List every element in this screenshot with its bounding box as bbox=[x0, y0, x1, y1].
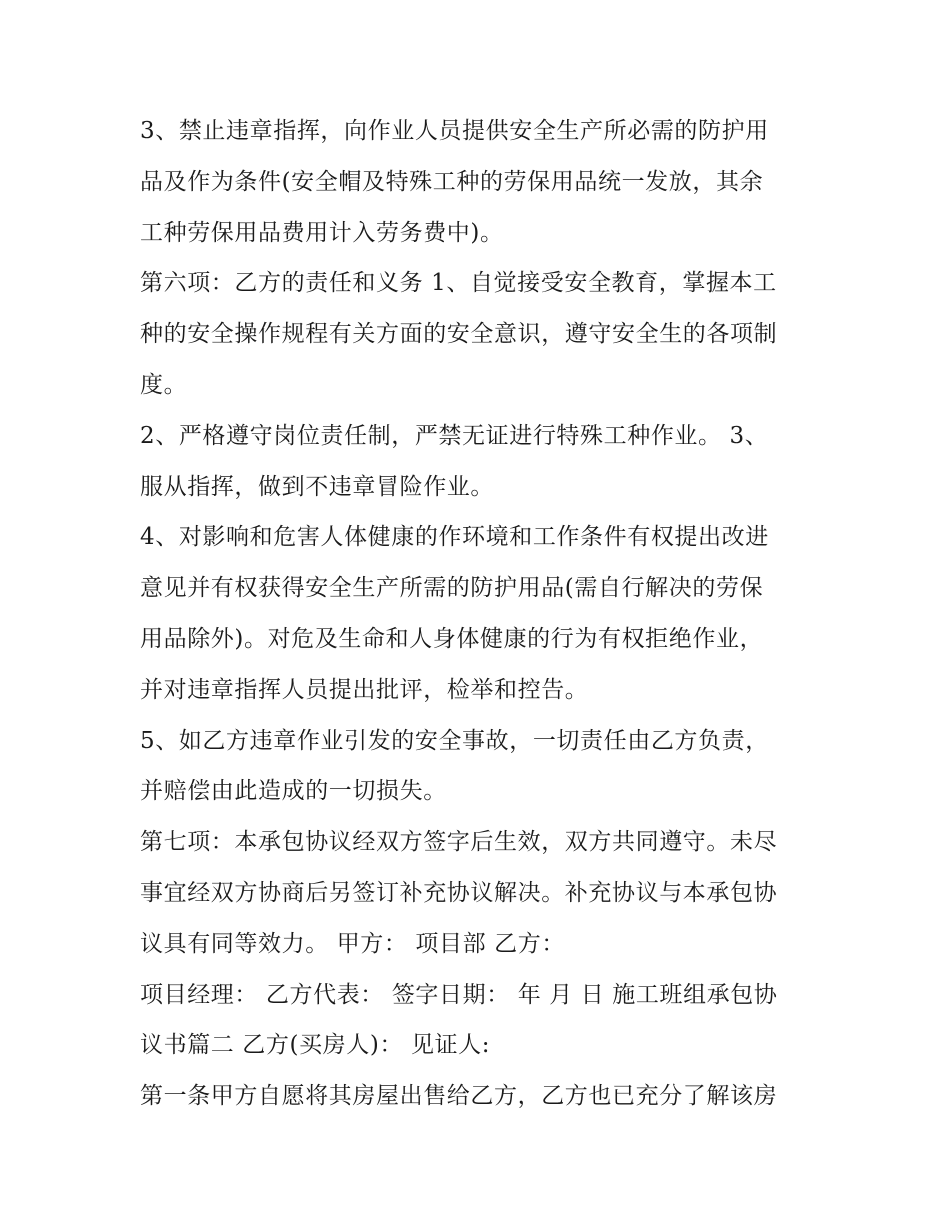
paragraph-clause-5 bbox=[140, 716, 820, 818]
document-body bbox=[140, 106, 820, 1122]
text-line: 工种劳保用品费用计入劳务费中)。 bbox=[140, 219, 504, 246]
text-line: 度。 bbox=[140, 371, 188, 398]
text-line: 并对违章指挥人员提出批评，检举和控告。 bbox=[140, 676, 589, 703]
text-line: 意见并有权获得安全生产所需的防护用品(需自行解决的劳保 bbox=[140, 575, 764, 602]
text-line: 议具有同等效力。 甲方： 项目部 乙方： bbox=[140, 930, 565, 957]
text-line: 第一条甲方自愿将其房屋出售给乙方，乙方也已充分了解该房 bbox=[140, 1083, 778, 1110]
text-line: 并赔偿由此造成的一切损失。 bbox=[140, 778, 447, 805]
text-line: 议书篇二 乙方(买房人)： 见证人: bbox=[140, 1032, 491, 1059]
paragraph-article-1 bbox=[140, 1071, 820, 1122]
text-line: 第六项：乙方的责任和义务 1、自觉接受安全教育，掌握本工 bbox=[140, 270, 777, 297]
text-line: 4、对影响和危害人体健康的作环境和工作条件有权提出改进 bbox=[140, 524, 769, 551]
paragraph-signatures bbox=[140, 970, 820, 1072]
text-line: 3、禁止违章指挥，向作业人员提供安全生产所必需的防护用 bbox=[140, 118, 769, 144]
text-line: 事宜经双方协商后另签订补充协议解决。补充协议与本承包协 bbox=[140, 879, 778, 906]
text-line: 品及作为条件(安全帽及特殊工种的劳保用品统一发放，其余 bbox=[140, 168, 764, 195]
text-line: 种的安全操作规程有关方面的安全意识，遵守安全生的各项制 bbox=[140, 321, 778, 348]
paragraph-clause-3 bbox=[140, 106, 820, 258]
paragraph-clause-2 bbox=[140, 411, 820, 513]
text-line: 5、如乙方违章作业引发的安全事故，一切责任由乙方负责， bbox=[140, 727, 769, 754]
paragraph-item-6 bbox=[140, 258, 820, 410]
paragraph-clause-4 bbox=[140, 512, 820, 715]
text-line: 项目经理： 乙方代表： 签字日期： 年 月 日 施工班组承包协 bbox=[140, 981, 778, 1008]
text-line: 2、严格遵守岗位责任制，严禁无证进行特殊工种作业。 3、 bbox=[140, 422, 769, 449]
paragraph-item-7 bbox=[140, 817, 820, 969]
text-line: 服从指挥，做到不违章冒险作业。 bbox=[140, 473, 494, 500]
text-line: 用品除外)。对危及生命和人身体健康的行为有权拒绝作业， bbox=[140, 625, 764, 652]
text-line: 第七项：本承包协议经双方签字后生效，双方共同遵守。未尽 bbox=[140, 829, 778, 856]
